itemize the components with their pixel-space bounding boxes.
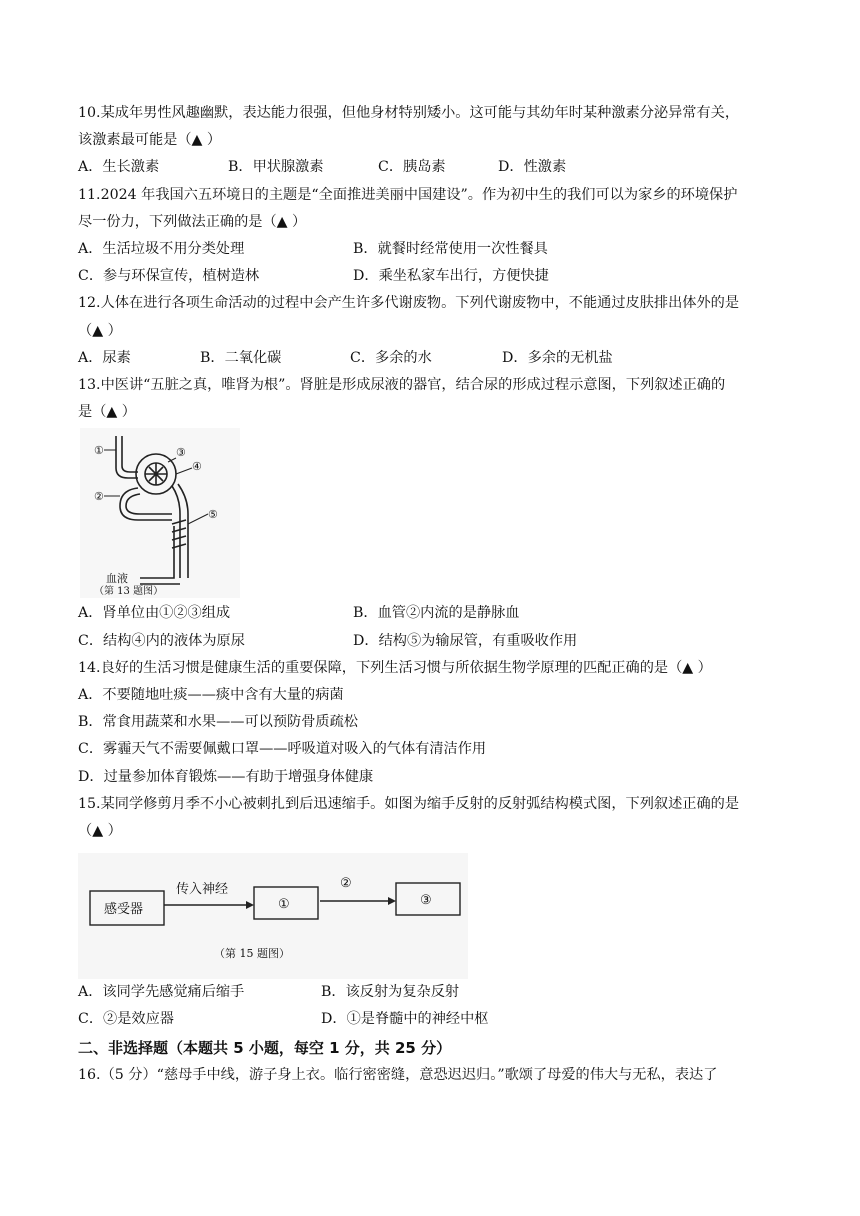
option-c: C．②是效应器 — [78, 1011, 174, 1028]
question-stem: 16.（5 分）“慈母手中线，游子身上衣。临行密密缝，意恐迟迟归。”歌颂了母爱的伟大与无私，表达了 — [78, 1066, 718, 1083]
option-b: B．甲状腺激素 — [228, 159, 324, 176]
option-d: D．过量参加体育锻炼——有助于增强身体健康 — [78, 768, 374, 785]
option-c: C．胰岛素 — [378, 159, 446, 176]
option-d: D．结构⑤为输尿管，有重吸收作用 — [353, 632, 578, 649]
option-d: D．性激素 — [498, 159, 567, 176]
nephron-figure — [78, 426, 790, 600]
question-stem: 是（▲ ） — [78, 404, 136, 421]
option-b: B．该反射为复杂反射 — [321, 984, 460, 1001]
options-row — [78, 600, 790, 627]
question-11 — [78, 182, 790, 291]
option-b: B．血管②内流的是静脉血 — [353, 605, 520, 622]
question-15 — [78, 791, 790, 1034]
blood-label: 血液 — [106, 572, 128, 586]
question-stem: 11.2024 年我国六五环境日的主题是“全面推进美丽中国建设”。作为初中生的我们可以为家乡的环境保护 — [78, 186, 738, 203]
box-1-label: ① — [278, 897, 290, 913]
question-stem: 12.人体在进行各项生命活动的过程中会产生许多代谢废物。下列代谢废物中，不能通过皮肤排出体外的是 — [78, 295, 740, 312]
option-b: B．二氧化碳 — [200, 349, 282, 366]
question-16 — [78, 1062, 790, 1089]
option-b: B．常食用蔬菜和水果——可以预防骨质疏松 — [78, 714, 358, 731]
question-stem: 该激素最可能是（▲ ） — [78, 132, 222, 149]
box-3-label: ③ — [420, 893, 432, 909]
option-c: C．雾霾天气不需要佩戴口罩——呼吸道对吸入的气体有清洁作用 — [78, 741, 487, 758]
options-row — [78, 628, 790, 655]
option-a: A．该同学先感觉痛后缩手 — [78, 984, 245, 1001]
question-stem: 14.良好的生活习惯是健康生活的重要保障，下列生活习惯与所依据生物学原理的匹配正确的是（▲ ） — [78, 659, 712, 676]
question-13 — [78, 372, 790, 655]
options-row — [78, 263, 790, 290]
options-row — [78, 154, 790, 181]
options-row — [78, 345, 790, 372]
label-5: ⑤ — [208, 508, 218, 522]
option-a: A．肾单位由①②③组成 — [78, 605, 231, 622]
reflex-arc-diagram — [78, 853, 468, 979]
question-stem: 10.某成年男性风趣幽默，表达能力很强，但他身材特别矮小。这可能与其幼年时某种激素分泌异常有关， — [78, 105, 740, 121]
question-stem: （▲ ） — [78, 322, 122, 339]
option-c: C．多余的水 — [350, 349, 432, 366]
question-14 — [78, 655, 790, 791]
section-title: 二、非选择题（本题共 5 小题，每空 1 分，共 25 分） — [78, 1038, 452, 1057]
option-a: A．不要随地吐痰——痰中含有大量的病菌 — [78, 687, 344, 704]
option-c: C．参与环保宣传，植树造林 — [78, 268, 260, 285]
question-stem: （▲ ） — [78, 823, 122, 840]
arrow-2-label: ② — [340, 876, 352, 892]
question-stem: 13.中医讲“五脏之真，唯肾为根”。肾脏是形成尿液的器官，结合尿的形成过程示意图，下列叙述正确的 — [78, 377, 726, 394]
nephron-diagram — [80, 428, 240, 598]
option-a: A．生长激素 — [78, 159, 160, 176]
question-stem: 15.某同学修剪月季不小心被刺扎到后迅速缩手。如图为缩手反射的反射弧结构模式图，下列叙述正确的是 — [78, 795, 740, 812]
afferent-label: 传入神经 — [176, 882, 229, 898]
receptor-label: 感受器 — [104, 902, 144, 918]
question-12 — [78, 290, 790, 372]
option-a: A．生活垃圾不用分类处理 — [78, 241, 245, 258]
options-row — [78, 979, 790, 1006]
label-3: ③ — [176, 446, 186, 460]
exam-page — [78, 100, 790, 1089]
option-d: D．乘坐私家车出行，方便快捷 — [353, 268, 549, 285]
option-d: D．①是脊髓中的神经中枢 — [321, 1011, 489, 1028]
option-b: B．就餐时经常使用一次性餐具 — [353, 241, 548, 258]
options-row — [78, 236, 790, 263]
figure-caption: （第 15 题图） — [214, 947, 290, 961]
option-c: C．结构④内的液体为原尿 — [78, 632, 245, 649]
label-4: ④ — [192, 460, 202, 474]
label-1: ① — [94, 444, 104, 458]
options-row — [78, 1006, 790, 1033]
reflex-arc-figure — [78, 845, 790, 979]
figure-caption: （第 13 题图） — [94, 586, 164, 598]
question-stem: 尽一份力，下列做法正确的是（▲ ） — [78, 213, 307, 230]
question-10 — [78, 100, 790, 182]
option-a: A．尿素 — [78, 349, 131, 366]
option-d: D．多余的无机盐 — [502, 349, 613, 366]
label-2: ② — [94, 490, 104, 504]
